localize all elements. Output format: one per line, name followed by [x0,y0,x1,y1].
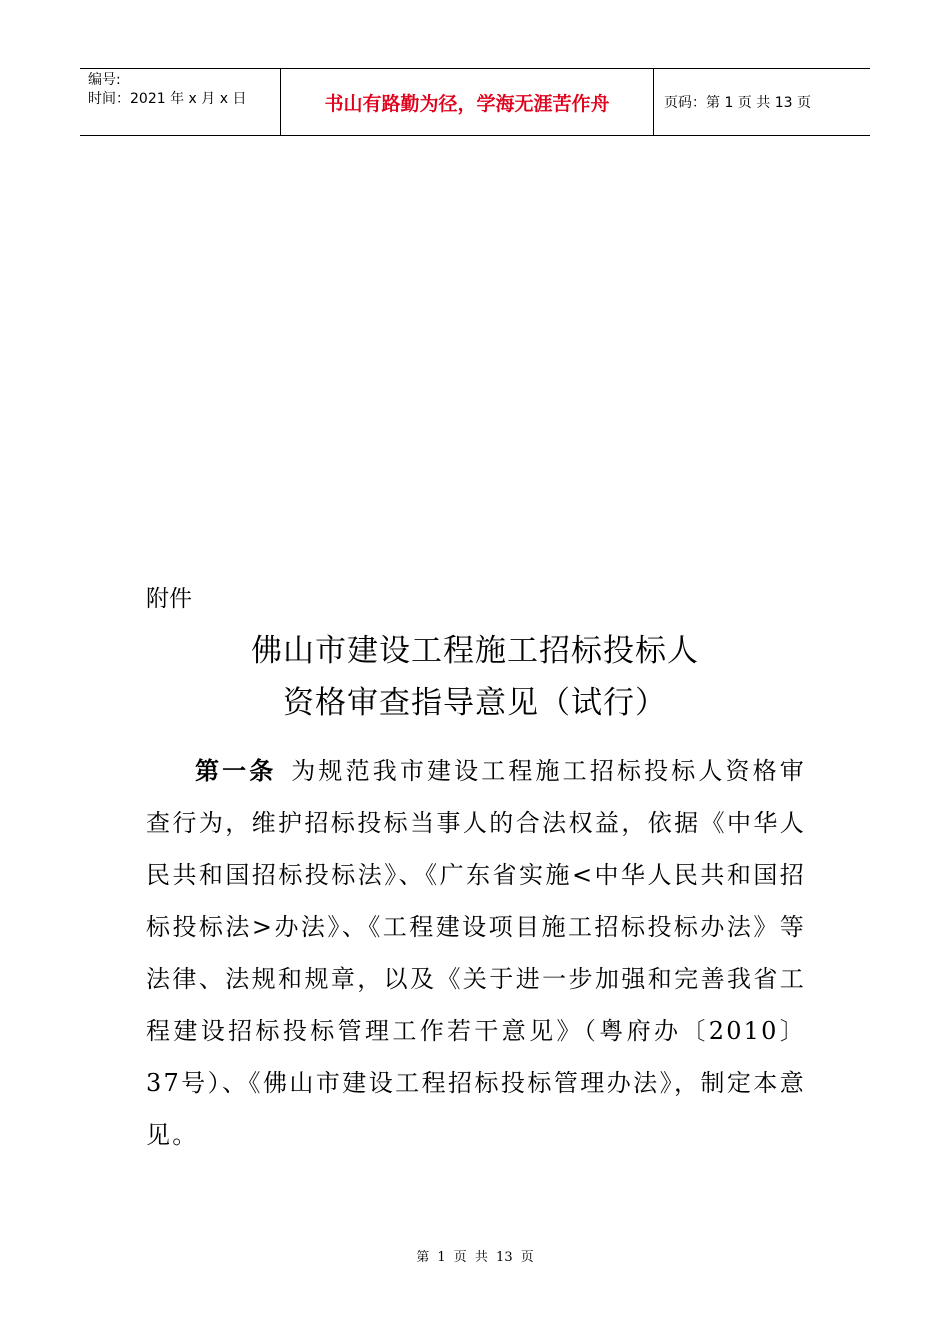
document-title-line-2: 资格审查指导意见（试行） [283,685,667,721]
header-motto: 书山有路勤为径，学海无涯苦作舟 [281,69,654,135]
number-label: 编号: [88,72,121,88]
article-paragraph [146,745,806,1161]
header-page-code: 页码：第 1 页 共 13 页 [664,95,811,111]
header-meta [80,69,281,135]
time-label: 时间：2021 年 x 月 x 日 [88,91,247,107]
header-table [80,68,870,136]
article-label: 第一条 [194,757,277,785]
page-footer: 第 1 页 共 13 页 [416,1250,534,1265]
article-text: 为规范我市建设工程施工招标投标人资格审查行为，维护招标投标当事人的合法权益，依据《中华人民共和国招标投标法》、《广东省实施<中华人民共和国招标投标法>办法》、《工程建设项目施工招标投标办法》等法律、法规和规章，以及《关于进一步加强和完善我省工程建设招标投标管理工作若干意见》（粤府办〔2010〕37号）、《佛山市建设工程招标投标管理办法》，制定本意见。 [146,757,806,1149]
document-title-line-1: 佛山市建设工程施工招标投标人 [251,633,699,669]
annex-label: 附件 [146,586,192,612]
